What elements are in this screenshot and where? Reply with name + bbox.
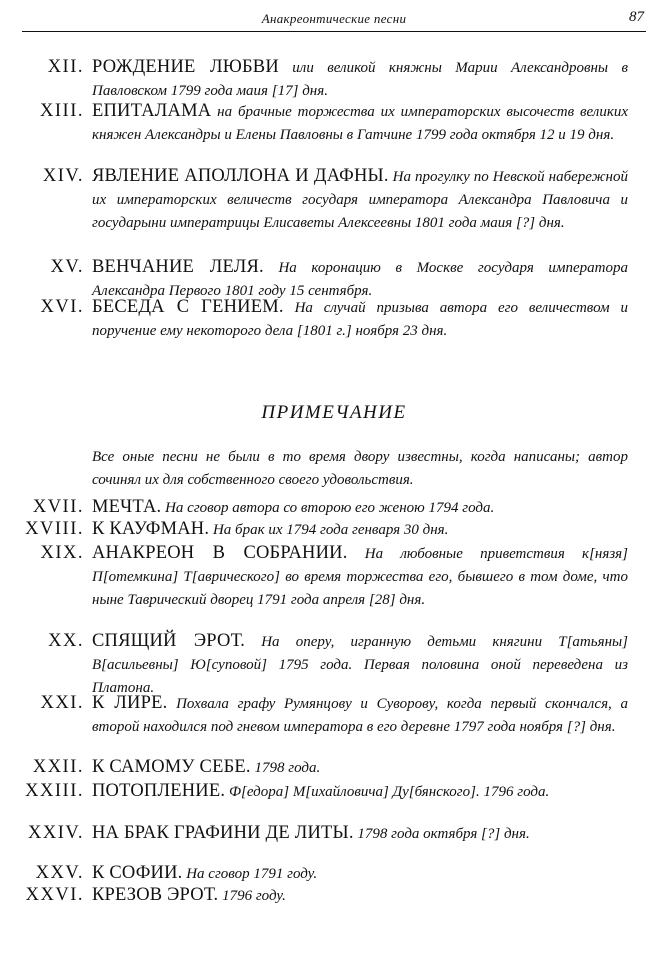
entry-description: На любовные приветствия к[нязя] П[отемкина] Т[аврического] во время торжества его, бывшего в том доме, что ныне Таврический дворец 1791 года апреля [28] дня. <box>92 546 628 608</box>
entry-numeral: XVII. <box>32 497 84 517</box>
entry-description: На сговор автора со второю его женою 1794 года. <box>161 500 495 516</box>
entry-title: БЕСЕДА С ГЕНИЕМ. <box>92 297 284 317</box>
entry-text <box>92 296 628 343</box>
entry-text <box>92 692 628 739</box>
entry-title: К КАУФМАН. <box>92 519 210 539</box>
running-title: Анакреонтические песни <box>261 11 407 26</box>
entry-description: Похвала графу Румянцову и Суворову, когда первый скончался, а второй находился под гневом императора в его деревне 1797 года ноября [?] дня. <box>92 696 628 735</box>
entry-text <box>92 630 628 700</box>
entry-text <box>92 862 628 886</box>
entry-numeral: XXIV. <box>28 823 84 843</box>
entry-description: На оперу, игранную детьми княгини Т[атьяны] В[асильевны] Ю[суповой] 1795 года. Первая половина оной переведена из Платона. <box>92 634 629 696</box>
entry-text <box>92 496 628 520</box>
entry-numeral: XXVI. <box>25 885 84 905</box>
entry-numeral: XIII. <box>40 101 84 121</box>
entry-title: РОЖДЕНИЕ ЛЮБВИ <box>92 57 279 77</box>
entry-description: 1798 года. <box>250 760 321 776</box>
entry-numeral: XIV. <box>42 166 84 186</box>
entry-description: На коронацию в Москве государя императора Александра Первого 1801 году 15 сентября. <box>92 260 628 299</box>
entry-numeral: XXV. <box>35 863 84 883</box>
entry-text <box>92 822 628 846</box>
entry-title: ВЕНЧАНИЕ ЛЕЛЯ. <box>92 257 264 277</box>
entry-title: СПЯЩИЙ ЭРОТ. <box>92 631 246 651</box>
entry-description: На сговор 1791 году. <box>182 866 318 882</box>
entry-title: ЯВЛЕНИЕ АПОЛЛОНА И ДАФНЫ. <box>92 166 389 186</box>
entry-numeral: XXIII. <box>25 781 84 801</box>
entry-text <box>92 518 628 542</box>
entry-numeral: XV. <box>50 257 84 277</box>
entry-numeral: XXI. <box>40 693 84 713</box>
entry-title: К ЛИРЕ. <box>92 693 168 713</box>
entry-description: 1798 года октября [?] дня. <box>353 826 530 842</box>
entry-text <box>92 756 628 780</box>
entry-title: ЕПИТАЛАМА <box>92 101 212 121</box>
entry-title: АНАКРЕОН В СОБРАНИИ. <box>92 543 348 563</box>
entry-description: 1796 году. <box>218 888 286 904</box>
entry-title: К СОФИИ. <box>92 863 183 883</box>
entry-text <box>92 56 628 103</box>
note-text: Все оные песни не были в то время двору известны, когда написаны; автор сочинял их для собственного своего удовольствия. <box>92 449 628 488</box>
entry-description: На случай призыва автора его величеством и поручение ему некоторого дела [1801 г.] ноября 23 дня. <box>92 300 628 339</box>
entry-description: На прогулку по Невской набережной их императорских величеств государя императора Александра Павловича и государыни императрицы Елисаветы Алексеевны 1801 года маия [?] дня. <box>92 169 628 231</box>
entry-description: или великой княжны Марии Александровны в Павловском 1799 года маия [17] дня. <box>92 60 628 99</box>
entry-numeral: XXII. <box>32 757 84 777</box>
entry-description: На брак их 1794 года генваря 30 дня. <box>209 522 449 538</box>
page-number: 87 <box>629 9 644 25</box>
entry-title: МЕЧТА. <box>92 497 162 517</box>
entry-text <box>92 542 628 612</box>
entry-description: Ф[едора] М[ихайловича] Ду[бянского]. 1796 года. <box>225 784 550 800</box>
entry-text <box>92 884 628 908</box>
entry-numeral: XIX. <box>40 543 84 563</box>
note-heading: ПРИМЕЧАНИЕ <box>261 402 407 423</box>
entry-title: КРЕЗОВ ЭРОТ. <box>92 885 219 905</box>
entry-numeral: XX. <box>48 631 84 651</box>
header-rule <box>22 31 646 32</box>
running-header <box>22 4 646 32</box>
entry-description: на брачные торжества их императорских высочеств великих княжен Александры и Елены Павловны в Гатчине 1799 года октября 12 и 19 дня. <box>92 104 628 143</box>
entry-title: ПОТОПЛЕНИЕ. <box>92 781 226 801</box>
entry-text <box>92 780 628 804</box>
entry-numeral: XVIII. <box>25 519 84 539</box>
entry-text <box>92 165 628 235</box>
entry-text <box>92 100 628 147</box>
entry-numeral: XVI. <box>40 297 84 317</box>
entry-numeral: XII. <box>47 57 84 77</box>
entry-title: К САМОМУ СЕБЕ. <box>92 757 251 777</box>
entry-title: НА БРАК ГРАФИНИ ДЕ ЛИТЫ. <box>92 823 354 843</box>
